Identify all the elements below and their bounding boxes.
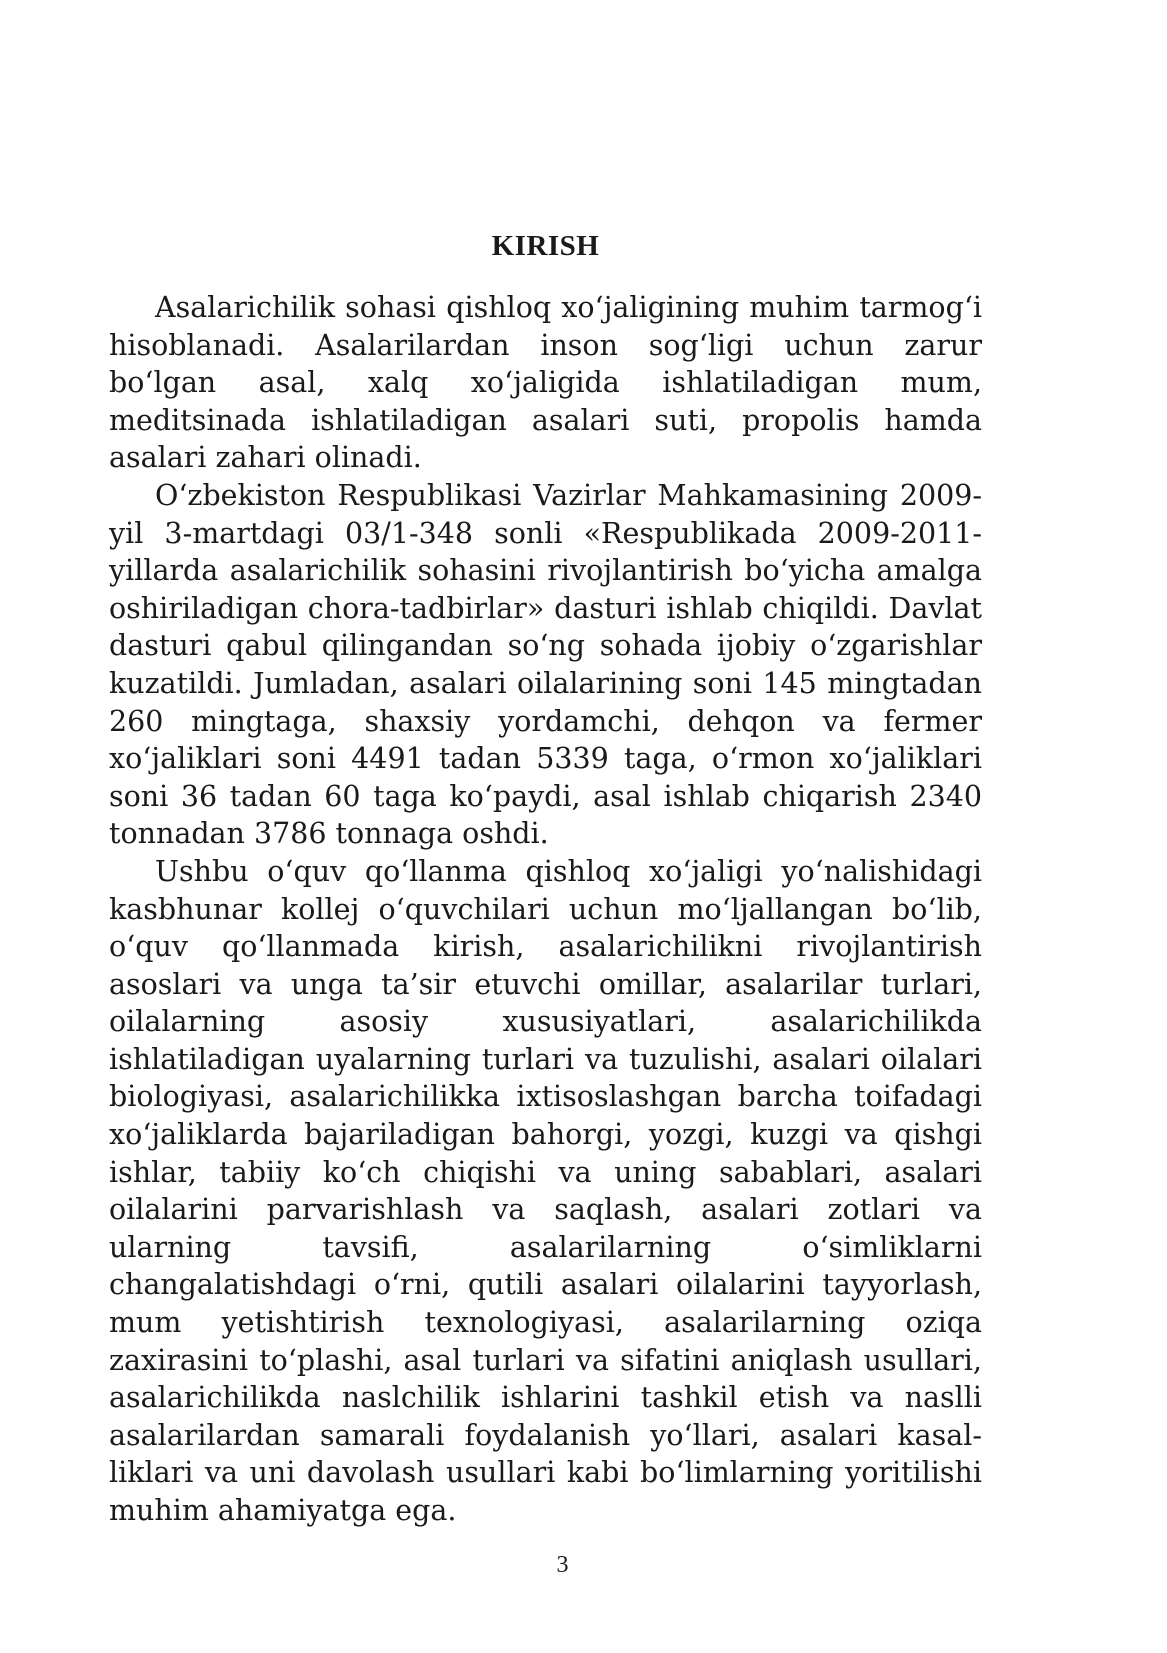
page-content xyxy=(109,230,982,1530)
paragraph-state-program: O‘zbekiston Respublikasi Vazirlar Mahkamasining 2009-yil 3-martdagi 03/1-348 sonli «Respublikada 2009-2011-yillarda asalarichilik sohasini rivojlantirish bo‘yicha amalga oshiriladigan chora-tadbirlar» dasturi ishlab chiqildi. Davlat dasturi qabul qilingandan so‘ng sohada ijobiy o‘zgarishlar kuzatildi. Jumladan, asalari oilalarining soni 145 mingtadan 260 mingtaga, shaxsiy yordamchi, dehqon va fermer xo‘jaliklari soni 4491 tadan 5339 taga, o‘rmon xo‘jaliklari soni 36 tadan 60 taga ko‘paydi, asal ishlab chiqarish 2340 tonnadan 3786 tonnaga oshdi. xyxy=(109,478,982,851)
page-title: KIRISH xyxy=(491,230,600,262)
page-number: 3 xyxy=(556,1552,569,1578)
paragraph-intro: Asalarichilik sohasi qishloq xo‘jaligining muhim tarmog‘i hisoblanadi. Asalarilardan inson sog‘ligi uchun zarur bo‘lgan asal, xalq xo‘jaligida ishlatiladigan mum, meditsinada ishlatiladigan asalari suti, propolis hamda asalari zahari olinadi. xyxy=(109,291,982,475)
paragraph-manual-contents: Ushbu o‘quv qo‘llanma qishloq xo‘jaligi yo‘nalishidagi kasbhunar kollej o‘quvchilari uchun mo‘ljallangan bo‘lib, o‘quv qo‘llanmada kirish, asalarichilikni rivojlantirish asoslari va unga ta’sir etuvchi omillar, asalarilar turlari, oilalarning asosiy xususiyatlari, asalarichilikda ishlatiladigan uyalarning turlari va tuzulishi, asalari oilalari biologiyasi, asalarichilikka ixtisoslashgan barcha toifadagi xo‘jaliklarda bajariladigan bahorgi, yozgi, kuzgi va qishgi ishlar, tabiiy ko‘ch chiqishi va uning sabablari, asalari oilalarini parvarishlash va saqlash, asalari zotlari va ularning tavsifi, asalarilarning o‘simliklarni changalatishdagi o‘rni, qutili asalari oilalarini tayyorlash, mum yetishtirish texnologiyasi, asalarilarning oziqa zaxirasini to‘plashi, asal turlari va sifatini aniqlash usullari, asalarichilikda naslchilik ishlarini tashkil etish va naslli asalarilardan samarali foydalanish yo‘llari, asalari kasalliklari va uni davolash usullari kabi bo‘limlarning yoritilishi muhim ahamiyatga ega. xyxy=(109,854,982,1527)
